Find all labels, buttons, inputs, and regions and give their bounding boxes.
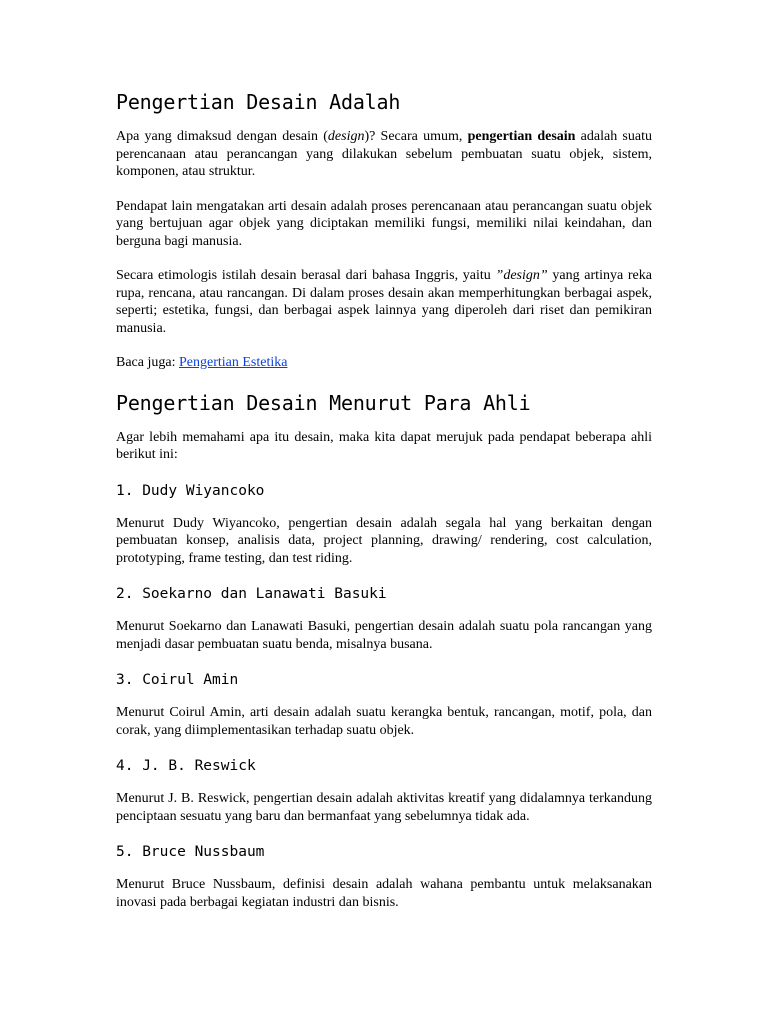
read-also-link[interactable]: Pengertian Estetika (178, 355, 288, 370)
section-heading-pengertian-desain: Pengertian Desain Adalah (116, 90, 401, 114)
paragraph-other-opinion: Pendapat lain mengatakan arti desain adalah proses perencanaan atau perancangan suatu objek yang bertujuan agar objek yang diciptakan memiliki fungsi, memiliki nilai keindahan, dan berguna bagi manusia. (116, 198, 652, 249)
paragraph-etymology-em: ”design” (495, 268, 548, 283)
expert-heading-3: 3. Coirul Amin (116, 672, 239, 688)
paragraph-definition-mid: )? Secara umum, (364, 129, 468, 144)
paragraph-definition-strong: pengertian desain (467, 129, 576, 144)
paragraph-etymology-pre: Secara etimologis istilah desain berasal dari bahasa Inggris, yaitu (116, 268, 496, 283)
read-also (116, 354, 652, 372)
expert-text-3: Menurut Coirul Amin, arti desain adalah suatu kerangka bentuk, rancangan, motif, pola, dan corak, yang diimplementasikan terhadap suatu objek. (116, 705, 652, 738)
expert-text-2: Menurut Soekarno dan Lanawati Basuki, pengertian desain adalah suatu pola rancangan yang menjadi dasar pembuatan suatu benda, misalnya busana. (116, 619, 652, 652)
expert-text-1: Menurut Dudy Wiyancoko, pengertian desain adalah segala hal yang berkaitan dengan pembuatan konsep, analisis data, project planning, drawing/ rendering, cost calculation, prototyping, frame testing, dan test riding. (116, 515, 652, 566)
paragraph-etymology-post: yang artinya reka rupa, rencana, atau rancangan. Di dalam proses desain akan memperhitungkan berbagai aspek, seperti; estetika, fungsi, dan berbagai aspek lainnya yang diperoleh dari riset dan pemikiran manusia. (116, 268, 652, 336)
read-also-label: Baca juga: (116, 355, 179, 370)
paragraph-definition-post: adalah suatu perencanaan atau perancangan yang dilakukan sebelum pembuatan suatu objek, sistem, komponen, atau struktur. (116, 129, 652, 179)
paragraph-etymology (116, 267, 652, 337)
document-page (116, 88, 652, 928)
expert-text-5: Menurut Bruce Nussbaum, definisi desain adalah wahana pembantu untuk melaksanakan inovasi pada berbagai kegiatan industri dan bisnis. (116, 877, 652, 910)
expert-text-4: Menurut J. B. Reswick, pengertian desain adalah aktivitas kreatif yang didalamnya terkandung penciptaan sesuatu yang baru dan bermanfaat yang sebelumnya tidak ada. (116, 791, 652, 824)
paragraph-definition-em: design (327, 129, 365, 144)
section-heading-menurut-para-ahli: Pengertian Desain Menurut Para Ahli (116, 390, 531, 415)
expert-heading-5: 5. Bruce Nussbaum (116, 844, 265, 860)
expert-heading-4: 4. J. B. Reswick (116, 758, 256, 774)
paragraph-definition (116, 128, 652, 181)
expert-heading-1: 1. Dudy Wiyancoko (116, 482, 265, 499)
paragraph-intro: Agar lebih memahami apa itu desain, maka kita dapat merujuk pada pendapat beberapa ahli berikut ini: (116, 429, 652, 462)
paragraph-definition-pre: Apa yang dimaksud dengan desain ( (116, 129, 328, 144)
expert-heading-2: 2. Soekarno dan Lanawati Basuki (116, 586, 387, 602)
